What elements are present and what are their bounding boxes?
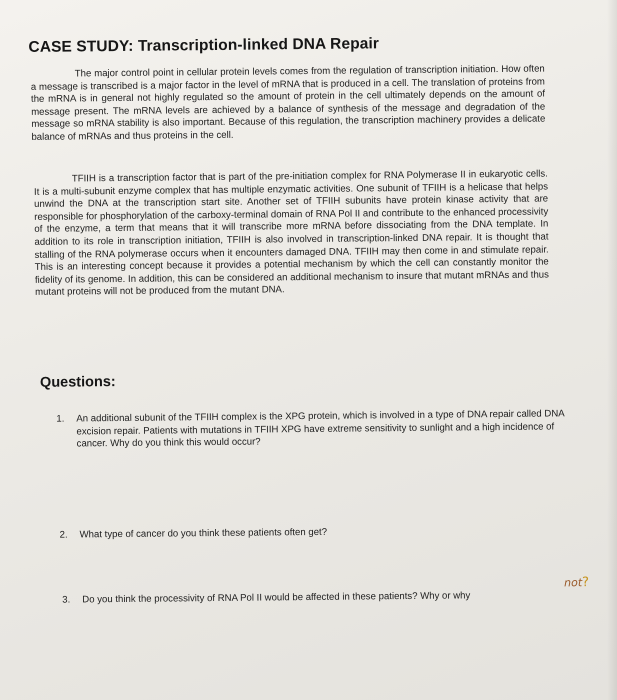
handwritten-word: not xyxy=(564,576,583,590)
question-number: 2. xyxy=(59,529,68,541)
question-text: An additional subunit of the TFIIH complex is the XPG protein, which is involved in a type of DNA repair called DNA excision repair. Patients with mutations in TFIIH XPG have extreme sensitivity to sunlight and a high incidence of cancer. Why do you think this would occur? xyxy=(76,408,565,450)
paragraph-tfiih: TFIIH is a transcription factor that is part of the pre-initiation complex for RNA Polymerase II in eukaryotic cells. It is a multi-subunit enzyme complex that has multiple enzymatic activities. One subunit of TFIIH is a helicase that helps unwind the DNA at the transcription start site. Another set of TFIIH subunits have protein kinase activity that are responsible for phosphorylation of the carboxy-terminal domain of RNA Pol II and contribute to the enhanced processivity of the enzyme, a term that means that it will transcribe more mRNA before dissociating from the DNA template. In addition to its role in transcription initiation, TFIIH is also involved in transcription-linked DNA repair. It is thought that stalling of the RNA polymerase occurs when it encounters damaged DNA. TFIIH may then come in and stimulate repair. This is an interesting concept because it provides a potential mechanism by which the cell can constantly monitor the fidelity of its genome. In addition, this can be considered an additional mechanism to insure that mutant mRNAs and thus mutant proteins will not be produced from the mutant DNA. xyxy=(33,168,549,299)
questions-heading: Questions: xyxy=(39,374,116,391)
document-title: CASE STUDY: Transcription-linked DNA Repair xyxy=(28,35,380,56)
question-text: What type of cancer do you think these patients often get? xyxy=(79,526,328,541)
handwritten-question-mark: ? xyxy=(582,575,590,591)
question-number: 3. xyxy=(62,594,71,606)
handwritten-note xyxy=(564,575,589,590)
paragraph-intro: The major control point in cellular protein levels comes from the regulation of transcription initiation. How often a message is transcribed is a major factor in the level of mRNA that is produced in a cell. The translation of proteins from the mRNA is in general not highly regulated so the amount of protein in the cell ultimately depends on the amount of message present. The mRNA levels are achieved by a balance of synthesis of the message and degradation of the message so mRNA stability is also important. Because of this regulation, the transcription machinery provides a delicate balance of mRNAs and thus proteins in the cell. xyxy=(30,63,546,143)
question-number: 1. xyxy=(56,413,65,425)
question-text: Do you think the processivity of RNA Pol II would be affected in these patients? Why or why xyxy=(82,590,471,606)
page-shadow xyxy=(607,0,617,700)
paper-sheet xyxy=(8,0,615,700)
